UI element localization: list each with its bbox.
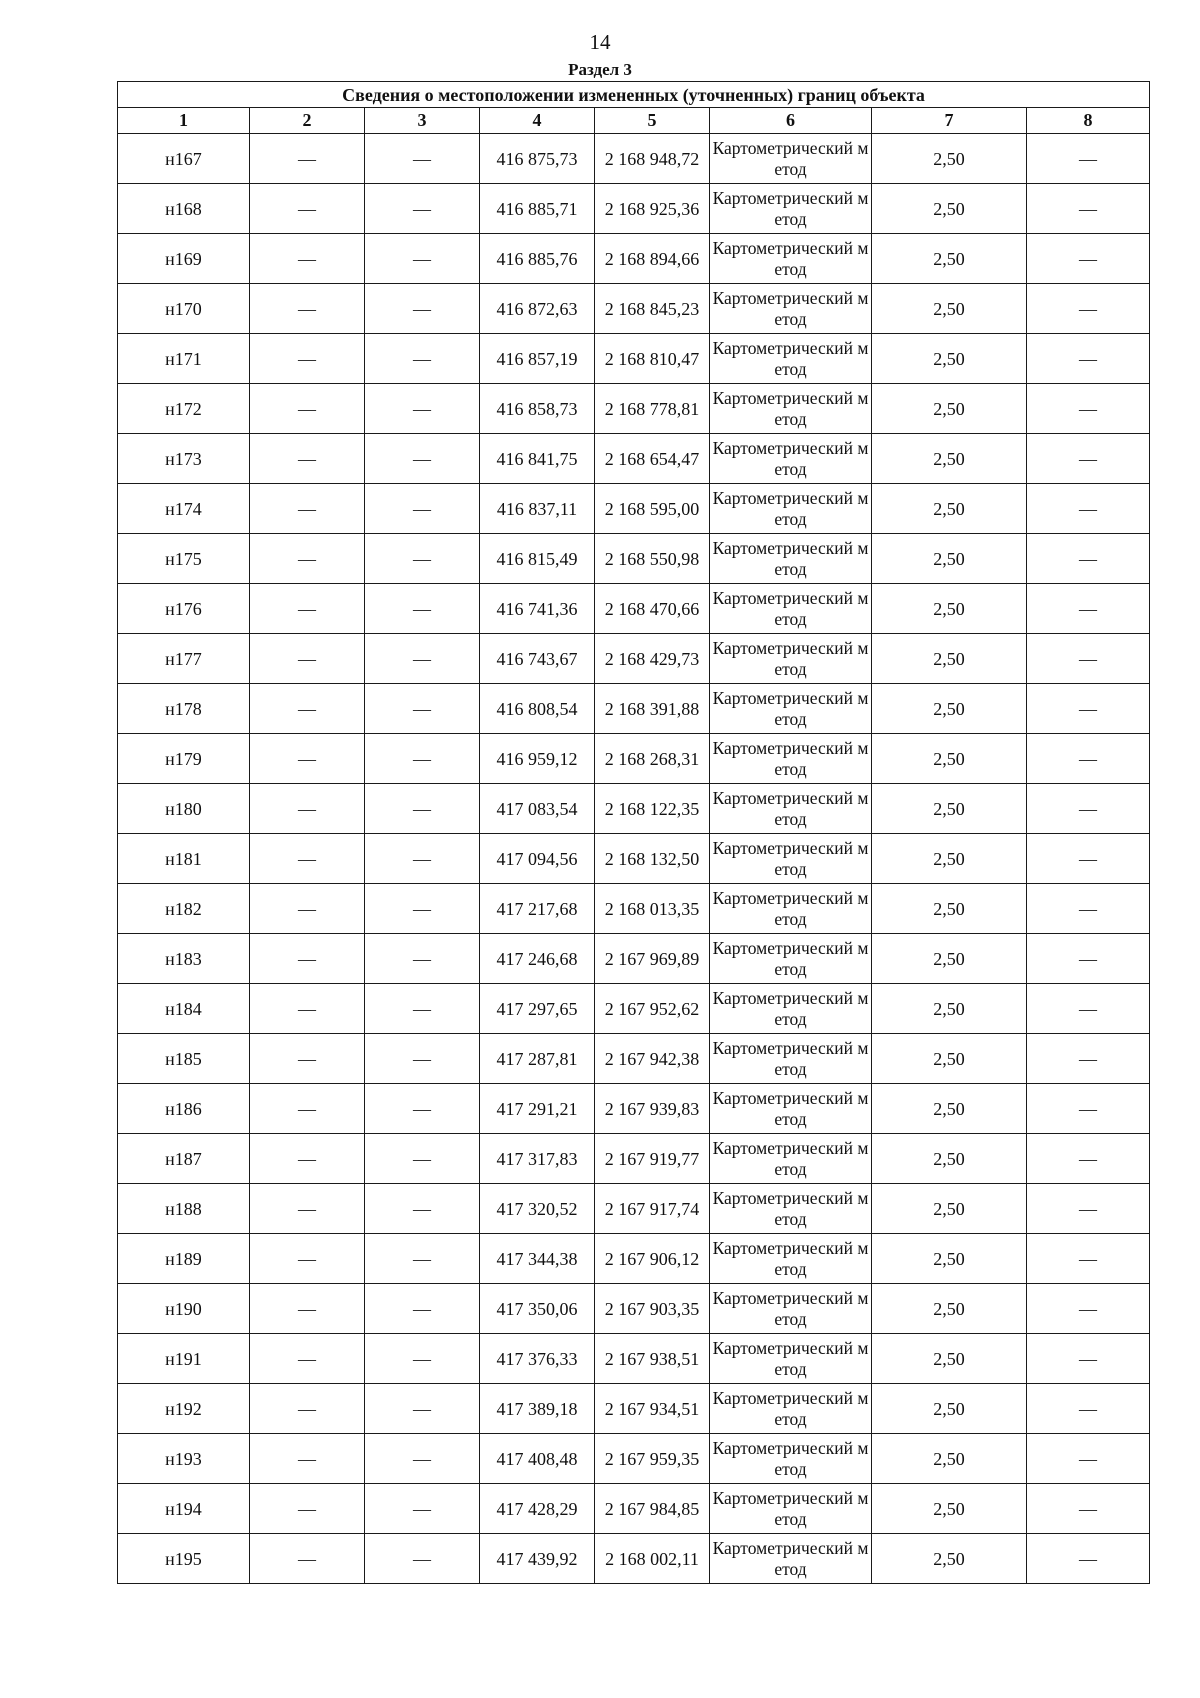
column-3-cell: — bbox=[365, 1384, 480, 1434]
accuracy-cell: 2,50 bbox=[872, 684, 1027, 734]
x-coordinate-cell: 417 320,52 bbox=[480, 1184, 595, 1234]
column-2-cell: — bbox=[250, 1534, 365, 1584]
method-cell: Картометрический метод bbox=[710, 884, 872, 934]
point-name-cell: н182 bbox=[118, 884, 250, 934]
table-row bbox=[118, 1084, 1150, 1134]
accuracy-cell: 2,50 bbox=[872, 634, 1027, 684]
y-coordinate-cell: 2 168 925,36 bbox=[595, 184, 710, 234]
column-8-cell: — bbox=[1027, 234, 1150, 284]
point-name-cell: н177 bbox=[118, 634, 250, 684]
y-coordinate-cell: 2 168 391,88 bbox=[595, 684, 710, 734]
x-coordinate-cell: 416 875,73 bbox=[480, 134, 595, 184]
column-2-cell: — bbox=[250, 134, 365, 184]
accuracy-cell: 2,50 bbox=[872, 1084, 1027, 1134]
y-coordinate-cell: 2 168 002,11 bbox=[595, 1534, 710, 1584]
method-cell: Картометрический метод bbox=[710, 584, 872, 634]
point-name-cell: н184 bbox=[118, 984, 250, 1034]
column-2-cell: — bbox=[250, 634, 365, 684]
accuracy-cell: 2,50 bbox=[872, 884, 1027, 934]
accuracy-cell: 2,50 bbox=[872, 1134, 1027, 1184]
column-3-cell: — bbox=[365, 884, 480, 934]
column-2-cell: — bbox=[250, 1234, 365, 1284]
method-cell: Картометрический метод bbox=[710, 834, 872, 884]
point-name-cell: н193 bbox=[118, 1434, 250, 1484]
table-row bbox=[118, 284, 1150, 334]
column-8-cell: — bbox=[1027, 884, 1150, 934]
column-8-cell: — bbox=[1027, 434, 1150, 484]
accuracy-cell: 2,50 bbox=[872, 384, 1027, 434]
x-coordinate-cell: 417 439,92 bbox=[480, 1534, 595, 1584]
column-number-4: 4 bbox=[480, 108, 595, 134]
x-coordinate-cell: 417 297,65 bbox=[480, 984, 595, 1034]
column-3-cell: — bbox=[365, 1534, 480, 1584]
column-3-cell: — bbox=[365, 784, 480, 834]
y-coordinate-cell: 2 168 470,66 bbox=[595, 584, 710, 634]
method-cell: Картометрический метод bbox=[710, 1484, 872, 1534]
accuracy-cell: 2,50 bbox=[872, 984, 1027, 1034]
y-coordinate-cell: 2 168 268,31 bbox=[595, 734, 710, 784]
accuracy-cell: 2,50 bbox=[872, 284, 1027, 334]
x-coordinate-cell: 417 344,38 bbox=[480, 1234, 595, 1284]
table-row bbox=[118, 934, 1150, 984]
method-cell: Картометрический метод bbox=[710, 1284, 872, 1334]
table-row bbox=[118, 484, 1150, 534]
accuracy-cell: 2,50 bbox=[872, 1184, 1027, 1234]
table-row bbox=[118, 834, 1150, 884]
column-8-cell: — bbox=[1027, 534, 1150, 584]
column-3-cell: — bbox=[365, 1284, 480, 1334]
column-8-cell: — bbox=[1027, 384, 1150, 434]
column-2-cell: — bbox=[250, 1334, 365, 1384]
column-2-cell: — bbox=[250, 534, 365, 584]
x-coordinate-cell: 416 872,63 bbox=[480, 284, 595, 334]
accuracy-cell: 2,50 bbox=[872, 934, 1027, 984]
method-cell: Картометрический метод bbox=[710, 984, 872, 1034]
table-row bbox=[118, 1434, 1150, 1484]
point-name-cell: н187 bbox=[118, 1134, 250, 1184]
column-8-cell: — bbox=[1027, 584, 1150, 634]
point-name-cell: н186 bbox=[118, 1084, 250, 1134]
accuracy-cell: 2,50 bbox=[872, 734, 1027, 784]
section-title: Раздел 3 bbox=[568, 60, 632, 79]
point-name-cell: н172 bbox=[118, 384, 250, 434]
table-row bbox=[118, 884, 1150, 934]
column-8-cell: — bbox=[1027, 834, 1150, 884]
x-coordinate-cell: 416 841,75 bbox=[480, 434, 595, 484]
y-coordinate-cell: 2 168 654,47 bbox=[595, 434, 710, 484]
column-2-cell: — bbox=[250, 584, 365, 634]
y-coordinate-cell: 2 167 942,38 bbox=[595, 1034, 710, 1084]
y-coordinate-cell: 2 167 917,74 bbox=[595, 1184, 710, 1234]
column-2-cell: — bbox=[250, 1034, 365, 1084]
y-coordinate-cell: 2 167 959,35 bbox=[595, 1434, 710, 1484]
y-coordinate-cell: 2 168 550,98 bbox=[595, 534, 710, 584]
table-row bbox=[118, 584, 1150, 634]
column-3-cell: — bbox=[365, 1434, 480, 1484]
column-3-cell: — bbox=[365, 334, 480, 384]
point-name-cell: н170 bbox=[118, 284, 250, 334]
y-coordinate-cell: 2 168 845,23 bbox=[595, 284, 710, 334]
column-8-cell: — bbox=[1027, 284, 1150, 334]
table-row bbox=[118, 184, 1150, 234]
method-cell: Картометрический метод bbox=[710, 734, 872, 784]
method-cell: Картометрический метод bbox=[710, 634, 872, 684]
x-coordinate-cell: 417 291,21 bbox=[480, 1084, 595, 1134]
accuracy-cell: 2,50 bbox=[872, 434, 1027, 484]
column-3-cell: — bbox=[365, 234, 480, 284]
y-coordinate-cell: 2 167 903,35 bbox=[595, 1284, 710, 1334]
table-body bbox=[118, 134, 1150, 1584]
table-row bbox=[118, 634, 1150, 684]
column-number-row bbox=[118, 108, 1150, 134]
column-2-cell: — bbox=[250, 684, 365, 734]
accuracy-cell: 2,50 bbox=[872, 784, 1027, 834]
point-name-cell: н175 bbox=[118, 534, 250, 584]
method-cell: Картометрический метод bbox=[710, 534, 872, 584]
y-coordinate-cell: 2 168 429,73 bbox=[595, 634, 710, 684]
column-2-cell: — bbox=[250, 334, 365, 384]
column-2-cell: — bbox=[250, 484, 365, 534]
accuracy-cell: 2,50 bbox=[872, 234, 1027, 284]
column-8-cell: — bbox=[1027, 634, 1150, 684]
table-row bbox=[118, 1184, 1150, 1234]
x-coordinate-cell: 416 808,54 bbox=[480, 684, 595, 734]
column-8-cell: — bbox=[1027, 134, 1150, 184]
x-coordinate-cell: 417 217,68 bbox=[480, 884, 595, 934]
column-3-cell: — bbox=[365, 1234, 480, 1284]
column-8-cell: — bbox=[1027, 1534, 1150, 1584]
column-3-cell: — bbox=[365, 984, 480, 1034]
y-coordinate-cell: 2 168 122,35 bbox=[595, 784, 710, 834]
column-3-cell: — bbox=[365, 534, 480, 584]
column-2-cell: — bbox=[250, 1184, 365, 1234]
column-3-cell: — bbox=[365, 384, 480, 434]
x-coordinate-cell: 416 837,11 bbox=[480, 484, 595, 534]
accuracy-cell: 2,50 bbox=[872, 834, 1027, 884]
column-2-cell: — bbox=[250, 284, 365, 334]
y-coordinate-cell: 2 168 132,50 bbox=[595, 834, 710, 884]
x-coordinate-cell: 417 408,48 bbox=[480, 1434, 595, 1484]
y-coordinate-cell: 2 168 810,47 bbox=[595, 334, 710, 384]
column-2-cell: — bbox=[250, 234, 365, 284]
point-name-cell: н179 bbox=[118, 734, 250, 784]
method-cell: Картометрический метод bbox=[710, 1434, 872, 1484]
column-number-2: 2 bbox=[250, 108, 365, 134]
method-cell: Картометрический метод bbox=[710, 184, 872, 234]
column-2-cell: — bbox=[250, 834, 365, 884]
y-coordinate-cell: 2 167 938,51 bbox=[595, 1334, 710, 1384]
table-row bbox=[118, 984, 1150, 1034]
y-coordinate-cell: 2 168 595,00 bbox=[595, 484, 710, 534]
column-3-cell: — bbox=[365, 1484, 480, 1534]
column-3-cell: — bbox=[365, 1034, 480, 1084]
accuracy-cell: 2,50 bbox=[872, 1034, 1027, 1084]
column-8-cell: — bbox=[1027, 334, 1150, 384]
x-coordinate-cell: 417 428,29 bbox=[480, 1484, 595, 1534]
column-3-cell: — bbox=[365, 484, 480, 534]
y-coordinate-cell: 2 167 984,85 bbox=[595, 1484, 710, 1534]
column-8-cell: — bbox=[1027, 484, 1150, 534]
boundary-coordinates-table bbox=[117, 81, 1150, 1584]
table-row bbox=[118, 1034, 1150, 1084]
accuracy-cell: 2,50 bbox=[872, 1234, 1027, 1284]
column-3-cell: — bbox=[365, 284, 480, 334]
x-coordinate-cell: 416 959,12 bbox=[480, 734, 595, 784]
point-name-cell: н192 bbox=[118, 1384, 250, 1434]
method-cell: Картометрический метод bbox=[710, 684, 872, 734]
y-coordinate-cell: 2 168 013,35 bbox=[595, 884, 710, 934]
method-cell: Картометрический метод bbox=[710, 384, 872, 434]
table-row bbox=[118, 1484, 1150, 1534]
column-8-cell: — bbox=[1027, 1484, 1150, 1534]
column-2-cell: — bbox=[250, 1084, 365, 1134]
point-name-cell: н169 bbox=[118, 234, 250, 284]
column-8-cell: — bbox=[1027, 1134, 1150, 1184]
column-3-cell: — bbox=[365, 584, 480, 634]
x-coordinate-cell: 417 376,33 bbox=[480, 1334, 595, 1384]
accuracy-cell: 2,50 bbox=[872, 1334, 1027, 1384]
x-coordinate-cell: 416 741,36 bbox=[480, 584, 595, 634]
column-3-cell: — bbox=[365, 184, 480, 234]
point-name-cell: н181 bbox=[118, 834, 250, 884]
y-coordinate-cell: 2 167 952,62 bbox=[595, 984, 710, 1034]
point-name-cell: н185 bbox=[118, 1034, 250, 1084]
column-2-cell: — bbox=[250, 1284, 365, 1334]
y-coordinate-cell: 2 168 948,72 bbox=[595, 134, 710, 184]
page-number: 14 bbox=[589, 30, 611, 54]
method-cell: Картометрический метод bbox=[710, 1534, 872, 1584]
x-coordinate-cell: 416 858,73 bbox=[480, 384, 595, 434]
accuracy-cell: 2,50 bbox=[872, 334, 1027, 384]
column-2-cell: — bbox=[250, 1134, 365, 1184]
method-cell: Картометрический метод bbox=[710, 1334, 872, 1384]
column-2-cell: — bbox=[250, 784, 365, 834]
x-coordinate-cell: 416 885,71 bbox=[480, 184, 595, 234]
table-caption-row bbox=[118, 82, 1150, 108]
method-cell: Картометрический метод bbox=[710, 934, 872, 984]
table-row bbox=[118, 1384, 1150, 1434]
column-8-cell: — bbox=[1027, 684, 1150, 734]
table-row bbox=[118, 384, 1150, 434]
point-name-cell: н191 bbox=[118, 1334, 250, 1384]
table-row bbox=[118, 1134, 1150, 1184]
point-name-cell: н188 bbox=[118, 1184, 250, 1234]
column-8-cell: — bbox=[1027, 734, 1150, 784]
table-row bbox=[118, 134, 1150, 184]
table-row bbox=[118, 334, 1150, 384]
column-8-cell: — bbox=[1027, 1334, 1150, 1384]
point-name-cell: н178 bbox=[118, 684, 250, 734]
point-name-cell: н167 bbox=[118, 134, 250, 184]
column-8-cell: — bbox=[1027, 1184, 1150, 1234]
column-8-cell: — bbox=[1027, 1234, 1150, 1284]
column-8-cell: — bbox=[1027, 184, 1150, 234]
table-row bbox=[118, 234, 1150, 284]
column-number-5: 5 bbox=[595, 108, 710, 134]
column-2-cell: — bbox=[250, 384, 365, 434]
method-cell: Картометрический метод bbox=[710, 434, 872, 484]
x-coordinate-cell: 416 815,49 bbox=[480, 534, 595, 584]
x-coordinate-cell: 417 287,81 bbox=[480, 1034, 595, 1084]
point-name-cell: н195 bbox=[118, 1534, 250, 1584]
table-caption: Сведения о местоположении измененных (уточненных) границ объекта bbox=[118, 82, 1150, 108]
column-number-7: 7 bbox=[872, 108, 1027, 134]
point-name-cell: н180 bbox=[118, 784, 250, 834]
point-name-cell: н194 bbox=[118, 1484, 250, 1534]
column-3-cell: — bbox=[365, 134, 480, 184]
y-coordinate-cell: 2 167 969,89 bbox=[595, 934, 710, 984]
table-row bbox=[118, 1334, 1150, 1384]
column-2-cell: — bbox=[250, 1484, 365, 1534]
method-cell: Картометрический метод bbox=[710, 1084, 872, 1134]
column-3-cell: — bbox=[365, 734, 480, 784]
method-cell: Картометрический метод bbox=[710, 484, 872, 534]
x-coordinate-cell: 417 350,06 bbox=[480, 1284, 595, 1334]
point-name-cell: н190 bbox=[118, 1284, 250, 1334]
method-cell: Картометрический метод bbox=[710, 784, 872, 834]
accuracy-cell: 2,50 bbox=[872, 1284, 1027, 1334]
column-3-cell: — bbox=[365, 834, 480, 884]
x-coordinate-cell: 416 743,67 bbox=[480, 634, 595, 684]
table-row bbox=[118, 784, 1150, 834]
accuracy-cell: 2,50 bbox=[872, 534, 1027, 584]
accuracy-cell: 2,50 bbox=[872, 184, 1027, 234]
accuracy-cell: 2,50 bbox=[872, 1534, 1027, 1584]
column-number-6: 6 bbox=[710, 108, 872, 134]
column-2-cell: — bbox=[250, 884, 365, 934]
table-row bbox=[118, 434, 1150, 484]
table-row bbox=[118, 1284, 1150, 1334]
column-3-cell: — bbox=[365, 1184, 480, 1234]
y-coordinate-cell: 2 168 778,81 bbox=[595, 384, 710, 434]
column-8-cell: — bbox=[1027, 1434, 1150, 1484]
y-coordinate-cell: 2 167 934,51 bbox=[595, 1384, 710, 1434]
column-2-cell: — bbox=[250, 184, 365, 234]
column-2-cell: — bbox=[250, 1384, 365, 1434]
y-coordinate-cell: 2 168 894,66 bbox=[595, 234, 710, 284]
column-3-cell: — bbox=[365, 934, 480, 984]
table-row bbox=[118, 684, 1150, 734]
x-coordinate-cell: 417 389,18 bbox=[480, 1384, 595, 1434]
column-3-cell: — bbox=[365, 1334, 480, 1384]
method-cell: Картометрический метод bbox=[710, 1234, 872, 1284]
point-name-cell: н173 bbox=[118, 434, 250, 484]
accuracy-cell: 2,50 bbox=[872, 484, 1027, 534]
accuracy-cell: 2,50 bbox=[872, 584, 1027, 634]
column-3-cell: — bbox=[365, 634, 480, 684]
accuracy-cell: 2,50 bbox=[872, 1384, 1027, 1434]
column-2-cell: — bbox=[250, 1434, 365, 1484]
method-cell: Картометрический метод bbox=[710, 1034, 872, 1084]
column-2-cell: — bbox=[250, 734, 365, 784]
column-number-3: 3 bbox=[365, 108, 480, 134]
x-coordinate-cell: 416 857,19 bbox=[480, 334, 595, 384]
method-cell: Картометрический метод bbox=[710, 1384, 872, 1434]
column-number-1: 1 bbox=[118, 108, 250, 134]
table-row bbox=[118, 734, 1150, 784]
method-cell: Картометрический метод bbox=[710, 284, 872, 334]
column-2-cell: — bbox=[250, 934, 365, 984]
table-row bbox=[118, 1534, 1150, 1584]
column-3-cell: — bbox=[365, 1084, 480, 1134]
point-name-cell: н168 bbox=[118, 184, 250, 234]
x-coordinate-cell: 417 246,68 bbox=[480, 934, 595, 984]
column-8-cell: — bbox=[1027, 1384, 1150, 1434]
method-cell: Картометрический метод bbox=[710, 134, 872, 184]
column-2-cell: — bbox=[250, 434, 365, 484]
table-row bbox=[118, 534, 1150, 584]
y-coordinate-cell: 2 167 906,12 bbox=[595, 1234, 710, 1284]
x-coordinate-cell: 417 317,83 bbox=[480, 1134, 595, 1184]
column-number-8: 8 bbox=[1027, 108, 1150, 134]
x-coordinate-cell: 416 885,76 bbox=[480, 234, 595, 284]
column-8-cell: — bbox=[1027, 784, 1150, 834]
point-name-cell: н176 bbox=[118, 584, 250, 634]
accuracy-cell: 2,50 bbox=[872, 1434, 1027, 1484]
method-cell: Картометрический метод bbox=[710, 334, 872, 384]
method-cell: Картометрический метод bbox=[710, 1134, 872, 1184]
y-coordinate-cell: 2 167 939,83 bbox=[595, 1084, 710, 1134]
column-3-cell: — bbox=[365, 1134, 480, 1184]
accuracy-cell: 2,50 bbox=[872, 134, 1027, 184]
column-8-cell: — bbox=[1027, 1084, 1150, 1134]
column-8-cell: — bbox=[1027, 934, 1150, 984]
point-name-cell: н183 bbox=[118, 934, 250, 984]
column-8-cell: — bbox=[1027, 984, 1150, 1034]
column-3-cell: — bbox=[365, 684, 480, 734]
column-3-cell: — bbox=[365, 434, 480, 484]
column-2-cell: — bbox=[250, 984, 365, 1034]
point-name-cell: н174 bbox=[118, 484, 250, 534]
method-cell: Картометрический метод bbox=[710, 234, 872, 284]
accuracy-cell: 2,50 bbox=[872, 1484, 1027, 1534]
x-coordinate-cell: 417 094,56 bbox=[480, 834, 595, 884]
y-coordinate-cell: 2 167 919,77 bbox=[595, 1134, 710, 1184]
column-8-cell: — bbox=[1027, 1034, 1150, 1084]
point-name-cell: н171 bbox=[118, 334, 250, 384]
method-cell: Картометрический метод bbox=[710, 1184, 872, 1234]
column-8-cell: — bbox=[1027, 1284, 1150, 1334]
point-name-cell: н189 bbox=[118, 1234, 250, 1284]
x-coordinate-cell: 417 083,54 bbox=[480, 784, 595, 834]
table-row bbox=[118, 1234, 1150, 1284]
